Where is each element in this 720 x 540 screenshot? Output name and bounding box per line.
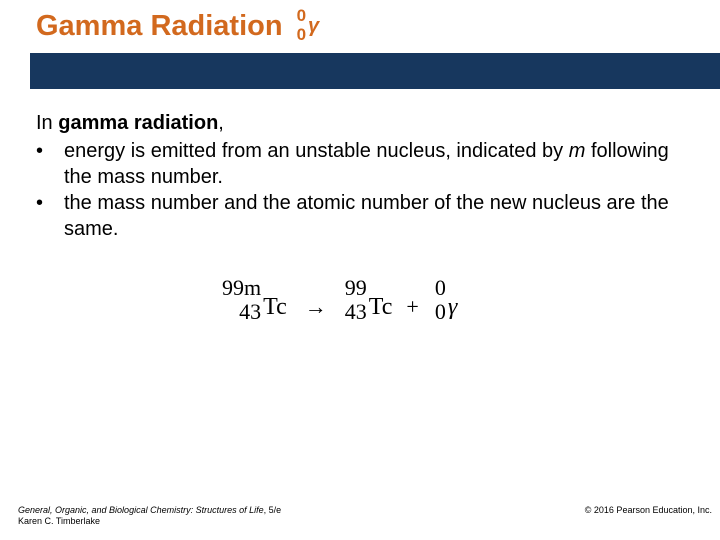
product-element: Tc — [368, 293, 393, 320]
lead-line — [36, 110, 696, 136]
bullet-text-after: following the mass number. — [64, 140, 669, 188]
bullet-item — [36, 138, 696, 190]
bullet-italic-m: m — [568, 140, 586, 162]
header-band — [0, 53, 720, 89]
bullet-text: the mass number and the atomic number of the new nucleus are the same. — [64, 192, 669, 240]
emission-atomic: 0 — [434, 299, 446, 324]
product-atomic: 43 — [344, 299, 367, 324]
footer-author: Karen C. Timberlake — [18, 516, 101, 526]
emission-mass: 0 — [434, 275, 446, 300]
reactant-nuclide — [222, 276, 287, 324]
slide-title: Gamma Radiation — [36, 10, 283, 42]
footer-book-line — [18, 505, 281, 516]
reactant-element: Tc — [263, 293, 287, 320]
reactant-mass: 99m — [222, 275, 262, 300]
nuclear-equation — [222, 276, 457, 324]
gamma-nuclide-symbol — [297, 6, 320, 44]
gamma-symbol: γ — [308, 14, 320, 37]
footer-edition: , 5/e — [263, 505, 282, 515]
slide-body — [36, 110, 696, 242]
footer-citation — [18, 505, 281, 527]
reactant-atomic: 43 — [239, 299, 262, 324]
emission-scripts — [435, 276, 446, 324]
bullet-text-before: energy is emitted from an unstable nucleus, indicated by — [64, 140, 569, 162]
footer-book-title: General, Organic, and Biological Chemistry: Structures of Life — [18, 505, 264, 515]
gamma-atomic-number: 0 — [296, 25, 307, 44]
footer-copyright: © 2016 Pearson Education, Inc. — [584, 505, 712, 515]
plus-sign: + — [406, 294, 419, 319]
reaction-arrow: → — [304, 294, 327, 319]
lead-suffix: , — [218, 112, 224, 134]
gamma-mass-number: 0 — [296, 6, 307, 25]
product-mass: 99 — [344, 275, 367, 300]
gamma-emission — [435, 276, 457, 324]
gamma-scripts — [297, 6, 306, 44]
emission-symbol: γ — [447, 293, 458, 320]
lead-prefix: In — [36, 112, 59, 134]
lead-term: gamma radiation — [58, 112, 219, 134]
header-band-notch — [0, 51, 30, 91]
product-scripts — [345, 276, 367, 324]
reactant-scripts — [222, 276, 261, 324]
bullet-item — [36, 190, 696, 242]
bullet-list — [36, 138, 696, 242]
slide-header — [36, 6, 319, 52]
product-nuclide — [345, 276, 393, 324]
